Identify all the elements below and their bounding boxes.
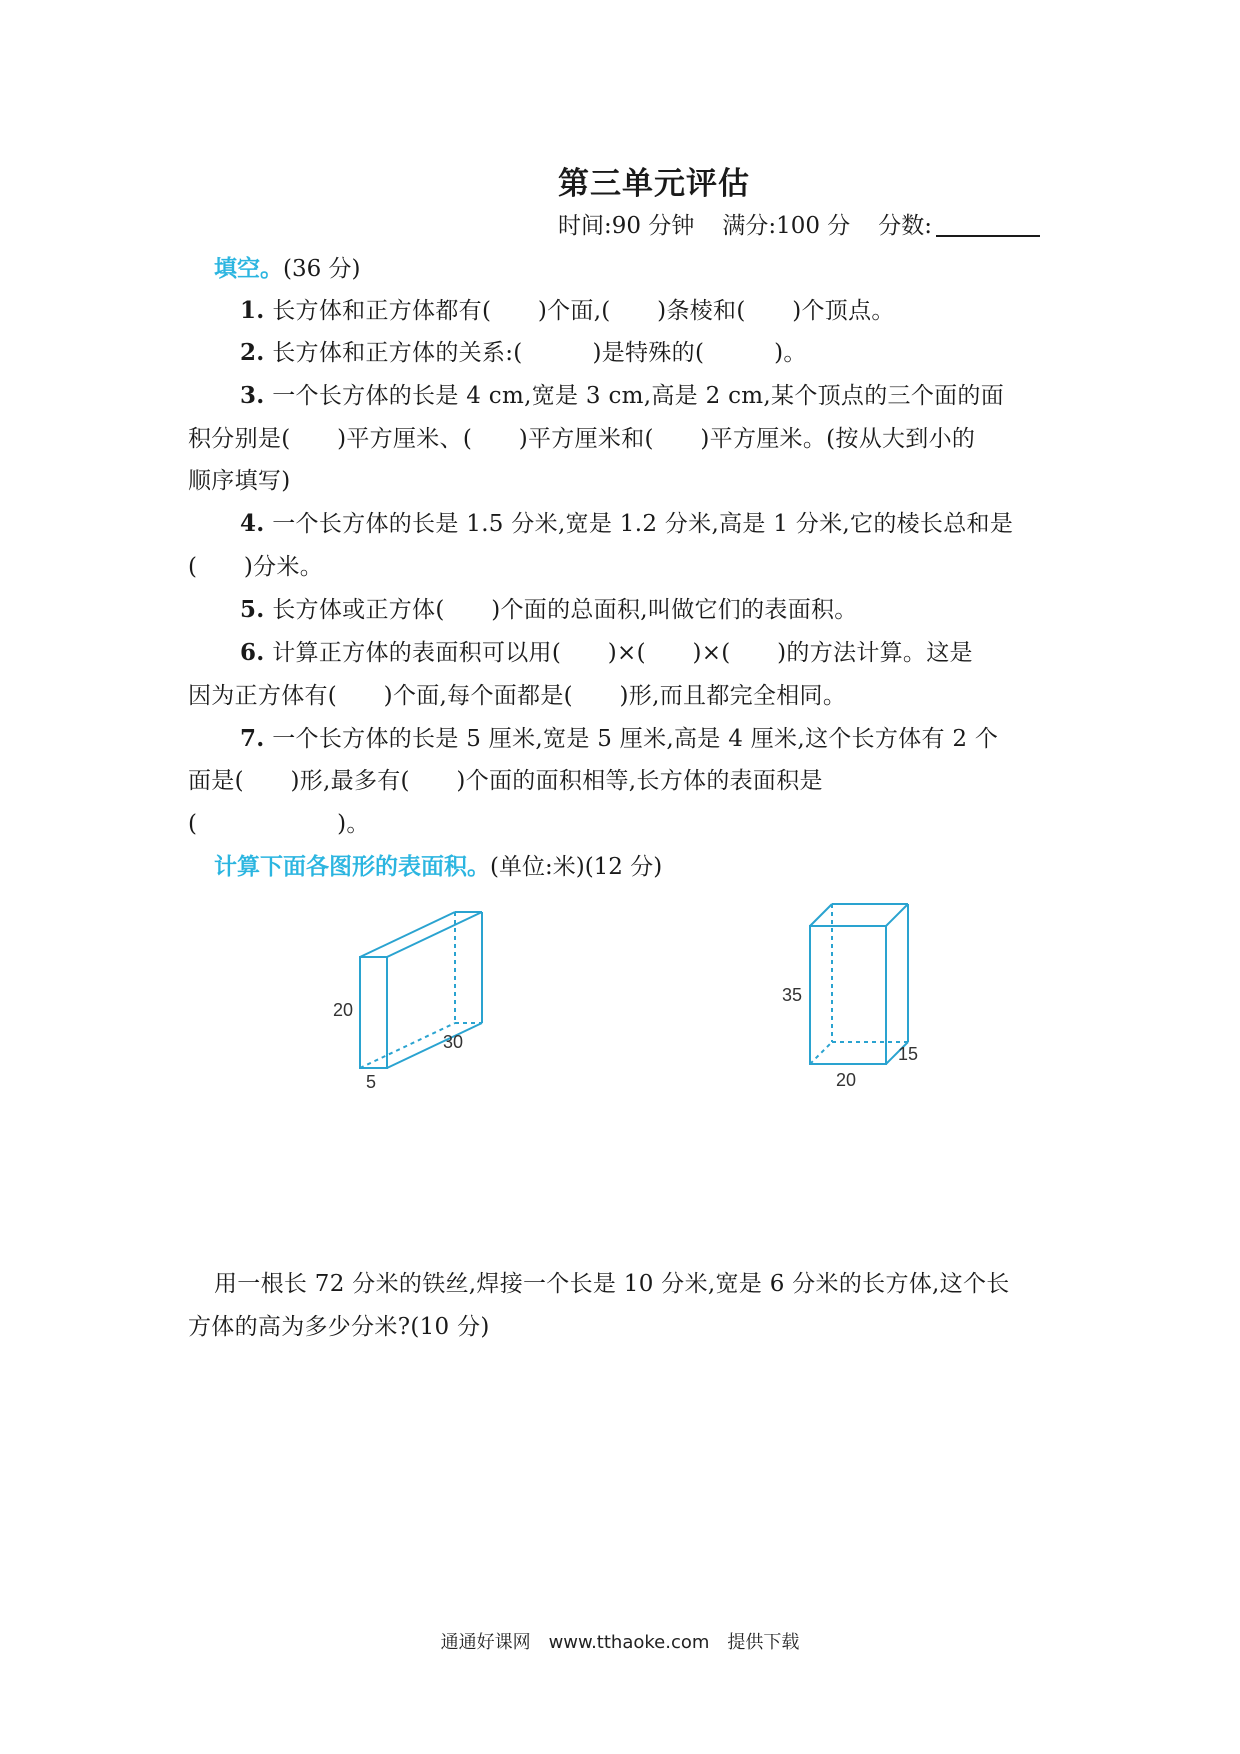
question-number: 4. (240, 510, 265, 537)
cuboid-figure-1 (330, 905, 510, 1090)
hidden-edge-bottom (810, 1042, 832, 1064)
question-text: 一个长方体的长是 1.5 分米,宽是 1.2 分米,高是 1 分米,它的棱长总和是 (272, 511, 1014, 537)
question-3-line-3: 顺序填写) (188, 468, 291, 494)
question-number: 1. (240, 297, 265, 324)
score-blank[interactable] (936, 211, 1040, 237)
time-limit: 时间:90 分钟 (558, 213, 695, 239)
question-number: 3. (240, 382, 265, 409)
section-points: (36 分) (283, 256, 361, 282)
height-label: 20 (333, 1000, 354, 1020)
top-edge-left (360, 912, 455, 957)
question-1 (240, 292, 895, 325)
section-surface-area (214, 848, 662, 881)
question-4 (240, 505, 1013, 538)
cuboid-figure-2 (780, 898, 950, 1098)
length-label: 30 (443, 1032, 464, 1052)
top-edge-right (387, 912, 482, 957)
bottom-edge-right (387, 1023, 482, 1068)
section-heading: 填空。 (214, 256, 283, 282)
question-4-line-2: ( )分米。 (188, 554, 324, 580)
question-7 (240, 720, 998, 753)
length-label: 20 (836, 1070, 857, 1090)
section-points: (单位:米)(12 分) (490, 854, 663, 880)
question-text: 长方体或正方体( )个面的总面积,叫做它们的表面积。 (272, 597, 858, 623)
exam-meta (558, 207, 1040, 240)
question-3-line-2: 积分别是( )平方厘米、( )平方厘米和( )平方厘米。(按从大到小的 (188, 426, 976, 452)
word-problem-line-1: 用一根长 72 分米的铁丝,焊接一个长是 10 分米,宽是 6 分米的长方体,这个长 (214, 1271, 1010, 1297)
top-edge-left (810, 904, 832, 926)
question-text: 一个长方体的长是 4 cm,宽是 3 cm,高是 2 cm,某个顶点的三个面的面 (272, 383, 1005, 409)
question-2 (240, 334, 807, 367)
question-5 (240, 591, 858, 624)
question-number: 7. (240, 725, 265, 752)
top-edge-right (886, 904, 908, 926)
question-6-line-2: 因为正方体有( )个面,每个面都是( )形,而且都完全相同。 (188, 683, 847, 709)
question-text: 长方体和正方体的关系:( )是特殊的( )。 (272, 340, 807, 366)
hidden-edge-bottom (360, 1023, 455, 1068)
footer-source: 通通好课网 www.tthaoke.com 提供下载 (440, 1632, 800, 1653)
full-score: 满分:100 分 (722, 213, 851, 239)
question-number: 5. (240, 596, 265, 623)
question-text: 计算正方体的表面积可以用( )×( )×( )的方法计算。这是 (272, 640, 973, 666)
question-text: 长方体和正方体都有( )个面,( )条棱和( )个顶点。 (272, 298, 895, 324)
width-label: 15 (898, 1044, 919, 1064)
width-label: 5 (366, 1072, 377, 1090)
page-title: 第三单元评估 (558, 166, 750, 202)
score-label: 分数: (878, 213, 933, 239)
question-number: 6. (240, 639, 265, 666)
section-fill-in (214, 250, 361, 283)
question-7-line-3: ( )。 (188, 811, 370, 837)
question-3 (240, 377, 1004, 410)
word-problem-line-2: 方体的高为多少分米?(10 分) (188, 1314, 490, 1340)
front-face (360, 957, 387, 1068)
height-label: 35 (782, 985, 803, 1005)
question-7-line-2: 面是( )形,最多有( )个面的面积相等,长方体的表面积是 (188, 768, 823, 794)
question-text: 一个长方体的长是 5 厘米,宽是 5 厘米,高是 4 厘米,这个长方体有 2 个 (272, 726, 999, 752)
front-face (810, 926, 886, 1064)
question-6 (240, 634, 973, 667)
question-number: 2. (240, 339, 265, 366)
section-heading: 计算下面各图形的表面积。 (214, 854, 490, 880)
